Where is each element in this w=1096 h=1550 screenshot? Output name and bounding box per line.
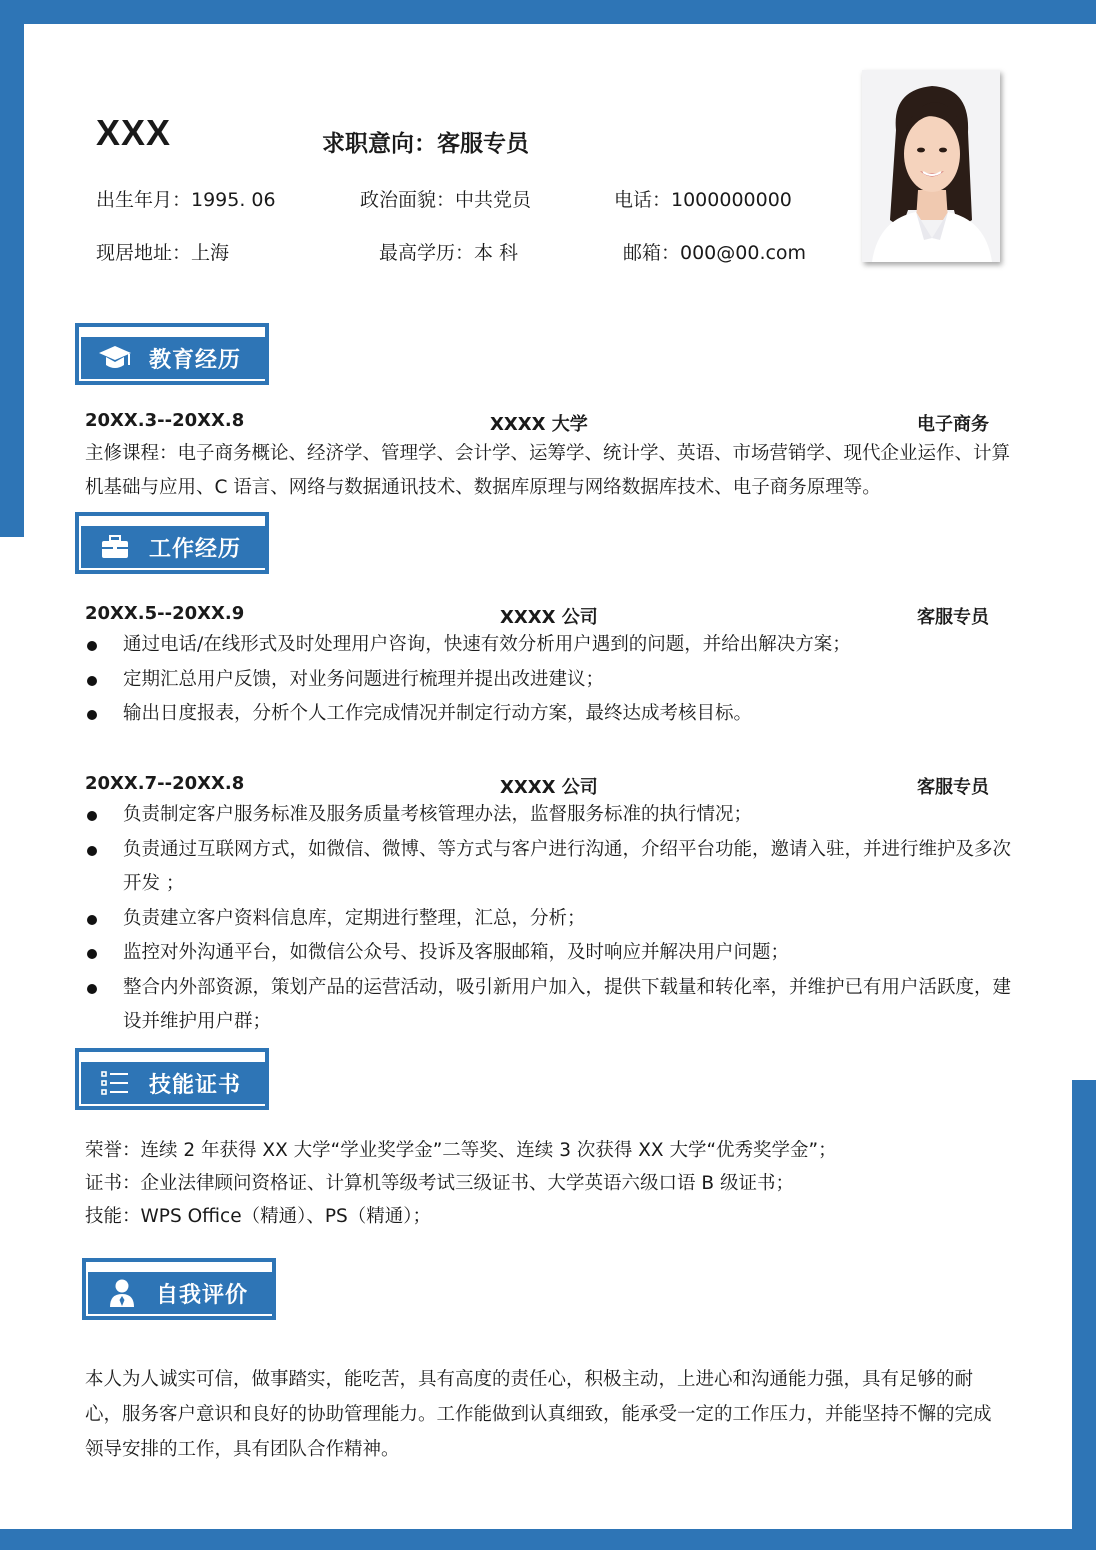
section-title: 技能证书 bbox=[149, 1072, 242, 1098]
work-role: 客服专员 bbox=[917, 607, 989, 628]
top-accent-bar bbox=[0, 0, 1096, 24]
graduation-cap-icon bbox=[97, 340, 133, 376]
candidate-name: XXX bbox=[96, 112, 172, 153]
list-item: 定期汇总用户反馈，对业务问题进行梳理并提出改进建议； bbox=[85, 663, 1015, 698]
job-objective: 求职意向：客服专员 bbox=[322, 131, 529, 157]
education-school: XXXX 大学 bbox=[490, 414, 588, 435]
self-evaluation-text: 本人为人诚实可信，做事踏实，能吃苦，具有高度的责任心，积极主动，上进心和沟通能力强，具有足够的耐心，服务客户意识和良好的协助管理能力。工作能做到认真细致，能承受一定的工作压力，并能坚持不懈的完成领导安排的工作，具有团队合作精神。 bbox=[85, 1369, 992, 1460]
work-company: XXXX 公司 bbox=[500, 607, 598, 628]
section-title: 教育经历 bbox=[149, 347, 242, 373]
list-item: 负责制定客户服务标准及服务质量考核管理办法，监督服务标准的执行情况； bbox=[85, 798, 1015, 833]
list-item: 监控对外沟通平台，如微信公众号、投诉及客服邮箱，及时响应并解决用户问题； bbox=[85, 936, 1015, 971]
work-duties-list bbox=[85, 628, 1015, 732]
section-header-skills bbox=[75, 1048, 275, 1114]
address: 现居地址：上海 bbox=[96, 242, 230, 264]
right-accent-bar bbox=[1072, 1080, 1096, 1550]
list-item: 负责通过互联网方式，如微信、微博、等方式与客户进行沟通，介绍平台功能，邀请入驻，并进行维护及多次开发 ； bbox=[85, 833, 1015, 902]
section-title: 自我评价 bbox=[156, 1282, 249, 1308]
list-item: 整合内外部资源，策划产品的运营活动，吸引新用户加入，提供下载量和转化率，并维护已有用户活跃度，建设并维护用户群； bbox=[85, 971, 1015, 1040]
section-header-work bbox=[75, 512, 275, 578]
list-icon bbox=[97, 1065, 133, 1101]
honors: 荣誉：连续 2 年获得 XX 大学“学业奖学金”二等奖、连续 3 次获得 XX 大学“优秀奖学金”； bbox=[85, 1140, 837, 1161]
political-status: 政治面貌：中共党员 bbox=[360, 189, 532, 211]
work-company: XXXX 公司 bbox=[500, 777, 598, 798]
list-item: 通过电话/在线形式及时处理用户咨询，快速有效分析用户遇到的问题，并给出解决方案； bbox=[85, 628, 1015, 663]
work-role: 客服专员 bbox=[917, 777, 989, 798]
education-major: 电子商务 bbox=[917, 414, 989, 435]
highest-education: 最高学历：本 科 bbox=[379, 242, 519, 264]
section-header-education bbox=[75, 323, 275, 389]
work-period: 20XX.5--20XX.9 bbox=[85, 603, 245, 624]
bottom-accent-bar bbox=[0, 1529, 1096, 1550]
work-duties-list bbox=[85, 798, 1015, 1040]
briefcase-icon bbox=[97, 529, 133, 565]
user-icon bbox=[104, 1275, 140, 1311]
section-header-self-evaluation bbox=[82, 1258, 282, 1324]
phone: 电话：1000000000 bbox=[614, 189, 792, 211]
section-title: 工作经历 bbox=[149, 536, 242, 562]
work-period: 20XX.7--20XX.8 bbox=[85, 773, 245, 794]
email: 邮箱：000@00.com bbox=[623, 242, 807, 264]
profile-photo bbox=[862, 70, 1000, 262]
education-period: 20XX.3--20XX.8 bbox=[85, 410, 245, 431]
birth-date: 出生年月：1995. 06 bbox=[96, 189, 276, 211]
technical-skills: 技能：WPS Office（精通）、PS（精通）； bbox=[85, 1206, 431, 1227]
list-item: 负责建立客户资料信息库，定期进行整理，汇总，分析； bbox=[85, 902, 1015, 937]
list-item: 输出日度报表，分析个人工作完成情况并制定行动方案，最终达成考核目标。 bbox=[85, 697, 1015, 732]
education-courses: 主修课程：电子商务概论、经济学、管理学、会计学、运筹学、统计学、英语、市场营销学、现代企业运作、计算机基础与应用、C 语言、网络与数据通讯技术、数据库原理与网络数据库技术、电子商务原理等。 bbox=[85, 443, 1011, 498]
left-accent-bar bbox=[0, 0, 24, 537]
certificates: 证书：企业法律顾问资格证、计算机等级考试三级证书、大学英语六级口语 B 级证书； bbox=[85, 1173, 794, 1194]
